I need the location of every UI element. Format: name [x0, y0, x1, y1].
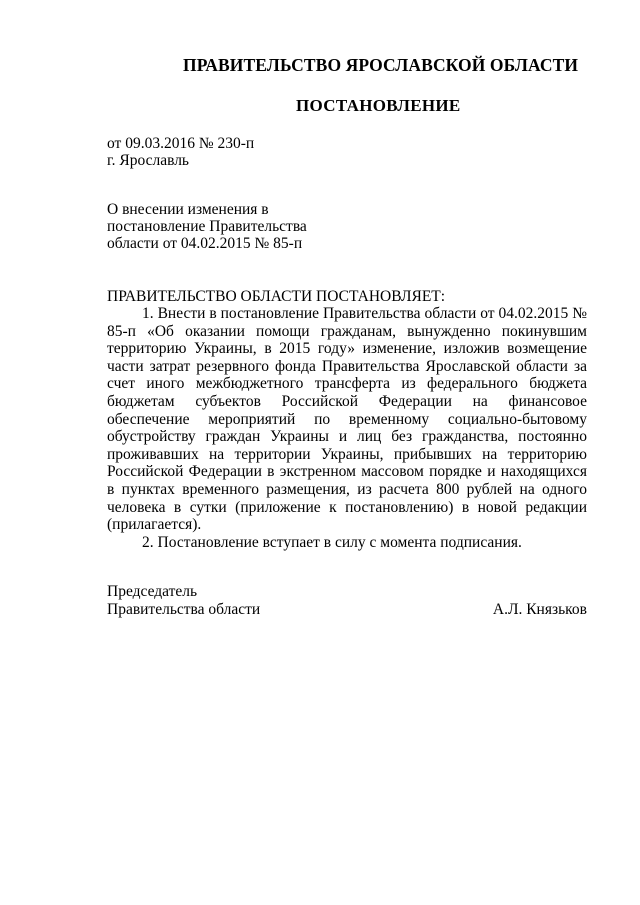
signature-row	[107, 601, 587, 619]
resolution-body	[107, 305, 587, 551]
date-number: от 09.03.2016 № 230-п	[107, 135, 255, 152]
subject-line-2: постановление Правительства	[107, 218, 307, 235]
paragraph-2: 2. Постановление вступает в силу с момента подписания.	[142, 533, 522, 551]
resolves-heading: ПРАВИТЕЛЬСТВО ОБЛАСТИ ПОСТАНОВЛЯЕТ:	[107, 288, 446, 305]
document-type-title: ПОСТАНОВЛЕНИЕ	[296, 96, 461, 115]
signatory-title-line-1: Председатель	[107, 583, 198, 600]
signature-block	[107, 583, 587, 619]
subject-line-1: О внесении изменения в	[107, 201, 269, 218]
signatory-name: А.Л. Князьков	[492, 601, 587, 618]
subject-line-3: области от 04.02.2015 № 85-п	[107, 235, 303, 252]
document-meta	[107, 135, 254, 169]
paragraph-1: 1. Внести в постановление Правительства области от 04.02.2015 № 85-п «Об оказании помощи гражданам, вынужденно покинувшим территорию Украины, в 2015 году» изменение, изложив возмещение части затрат резервного фонда Правительства Ярославской области за счет иного межбюджетного трансферта из федерального бюджета бюджетам субъектов Российской Федерации на финансовое обеспечение мероприятий по временному социально-бытовому обустройству граждан Украины и лиц без гражданства, постоянно проживавших на территории Украины, прибывших на территорию Российской Федерации в экстренном массовом порядке и находящихся в пунктах временного размещения, из расчета 800 рублей на одного человека в сутки (приложение к постановлению) в новой редакции (прилагается).	[107, 305, 587, 534]
signatory-title-line-2: Правительства области	[107, 601, 261, 618]
city: г. Ярославль	[107, 152, 189, 169]
document-subject	[107, 201, 307, 252]
government-title: ПРАВИТЕЛЬСТВО ЯРОСЛАВСКОЙ ОБЛАСТИ	[183, 55, 579, 75]
